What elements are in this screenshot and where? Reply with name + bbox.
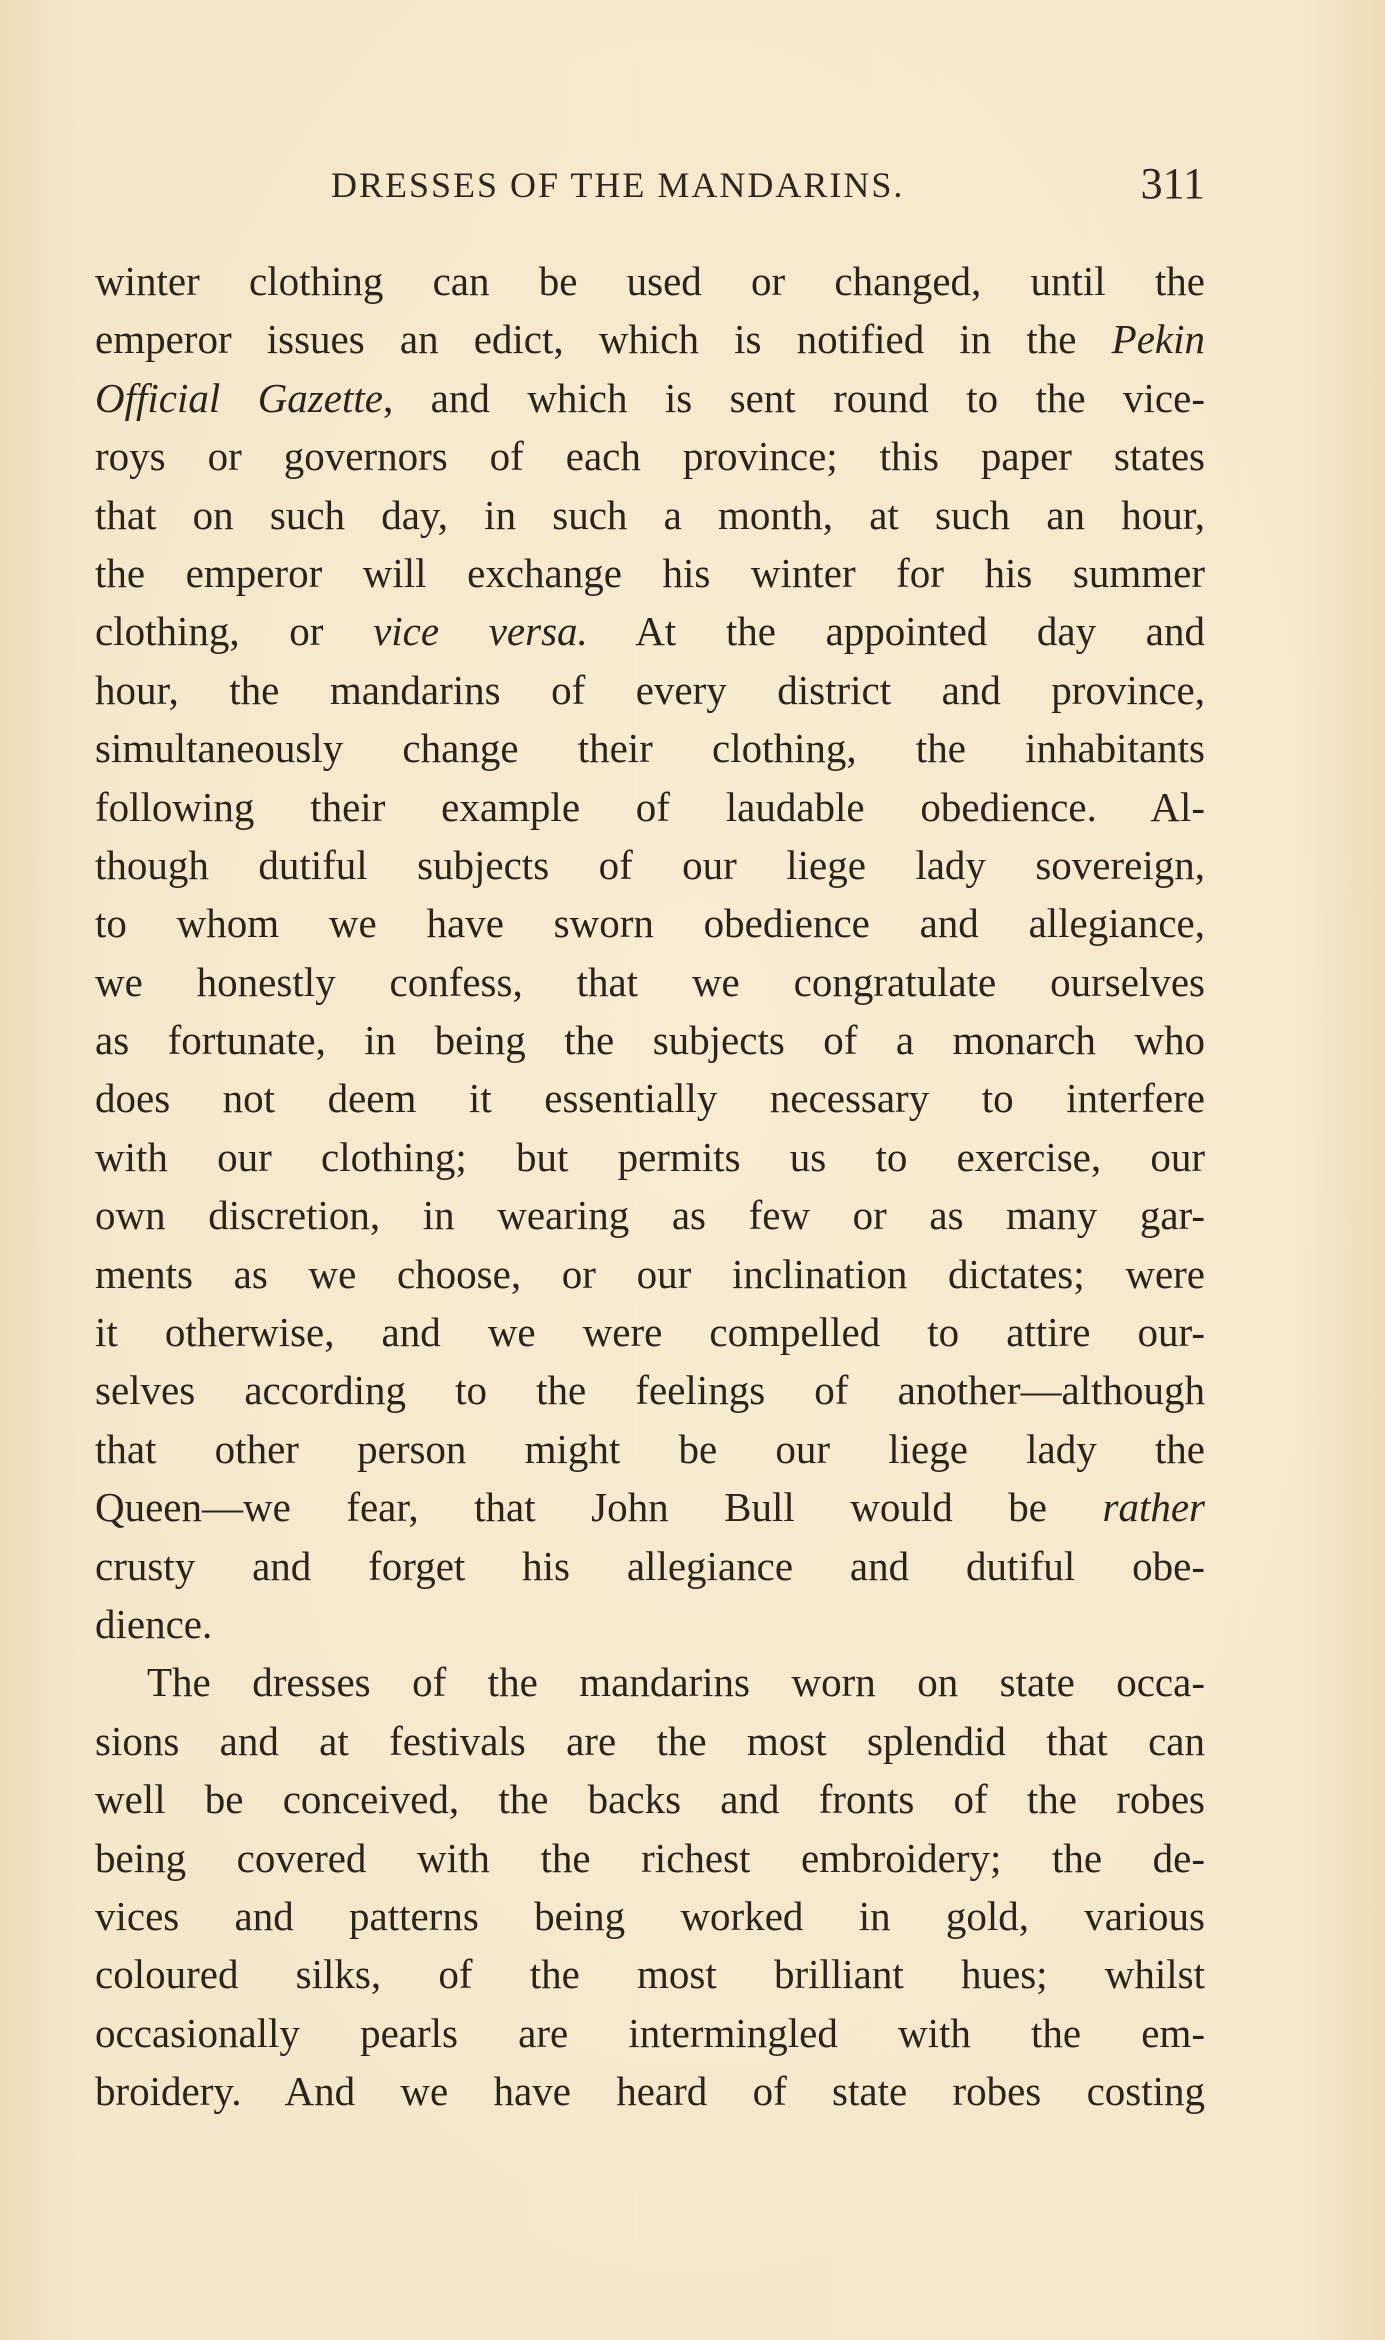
text-line: ments as we choose, or our inclination dictates; were <box>95 1250 1205 1297</box>
text-line: hour, the mandarins of every district and province, <box>95 666 1205 713</box>
text-line: Official Gazette, and which is sent round to the vice- <box>95 374 1205 421</box>
running-head <box>95 158 1205 208</box>
text-line: being covered with the richest embroidery; the de- <box>95 1834 1205 1881</box>
text-line: broidery. And we have heard of state robes costing <box>95 2068 1205 2115</box>
page-number: 311 <box>1140 159 1205 208</box>
text-line: dience. <box>95 1600 213 1647</box>
text-line: to whom we have sworn obedience and allegiance, <box>95 900 1205 947</box>
text-line: sions and at festivals are the most splendid that can <box>95 1717 1205 1764</box>
text-line: vices and patterns being worked in gold, various <box>95 1892 1205 1939</box>
text-line: winter clothing can be used or changed, until the <box>95 258 1205 304</box>
text-line: though dutiful subjects of our liege lady sovereign, <box>95 841 1205 888</box>
text-line: occasionally pearls are intermingled with the em- <box>95 2009 1205 2056</box>
text-line: selves according to the feelings of another—although <box>95 1367 1205 1414</box>
text-line: emperor issues an edict, which is notified in the Pekin <box>95 316 1205 363</box>
text-line: we honestly confess, that we congratulate ourselves <box>95 958 1205 1005</box>
text-line: well be conceived, the backs and fronts of the robes <box>95 1776 1205 1823</box>
text-line: crusty and forget his allegiance and dutiful obe- <box>95 1542 1205 1589</box>
text-line: with our clothing; but permits us to exercise, our <box>95 1133 1205 1180</box>
text-line: following their example of laudable obedience. Al- <box>95 783 1205 830</box>
italic-text: rather <box>1102 1484 1205 1531</box>
text-line: simultaneously change their clothing, the inhabitants <box>95 725 1205 772</box>
paragraph-start-line: The dresses of the mandarins worn on state occa- <box>147 1659 1205 1706</box>
text-line: that other person might be our liege lady the <box>95 1425 1205 1472</box>
text-line: the emperor will exchange his winter for his summer <box>95 549 1205 596</box>
text-line: coloured silks, of the most brilliant hues; whilst <box>95 1951 1205 1998</box>
italic-text: Pekin <box>1111 316 1205 363</box>
text-line: it otherwise, and we were compelled to attire our- <box>95 1309 1205 1356</box>
text-line: clothing, or vice versa. At the appointed day and <box>95 608 1205 655</box>
text-line: does not deem it essentially necessary to interfere <box>95 1075 1205 1122</box>
text-line: Queen—we fear, that John Bull would be rather <box>95 1484 1205 1531</box>
text-line: that on such day, in such a month, at such an hour, <box>95 491 1205 538</box>
text-line: as fortunate, in being the subjects of a monarch who <box>95 1017 1205 1064</box>
running-title: DRESSES OF THE MANDARINS. <box>331 165 905 205</box>
text-line: roys or governors of each province; this paper states <box>95 433 1205 480</box>
italic-text: vice versa. <box>373 608 588 655</box>
text-line: own discretion, in wearing as few or as many gar- <box>95 1192 1205 1239</box>
body-text <box>95 252 1205 2121</box>
italic-text: Official Gazette <box>95 374 383 421</box>
